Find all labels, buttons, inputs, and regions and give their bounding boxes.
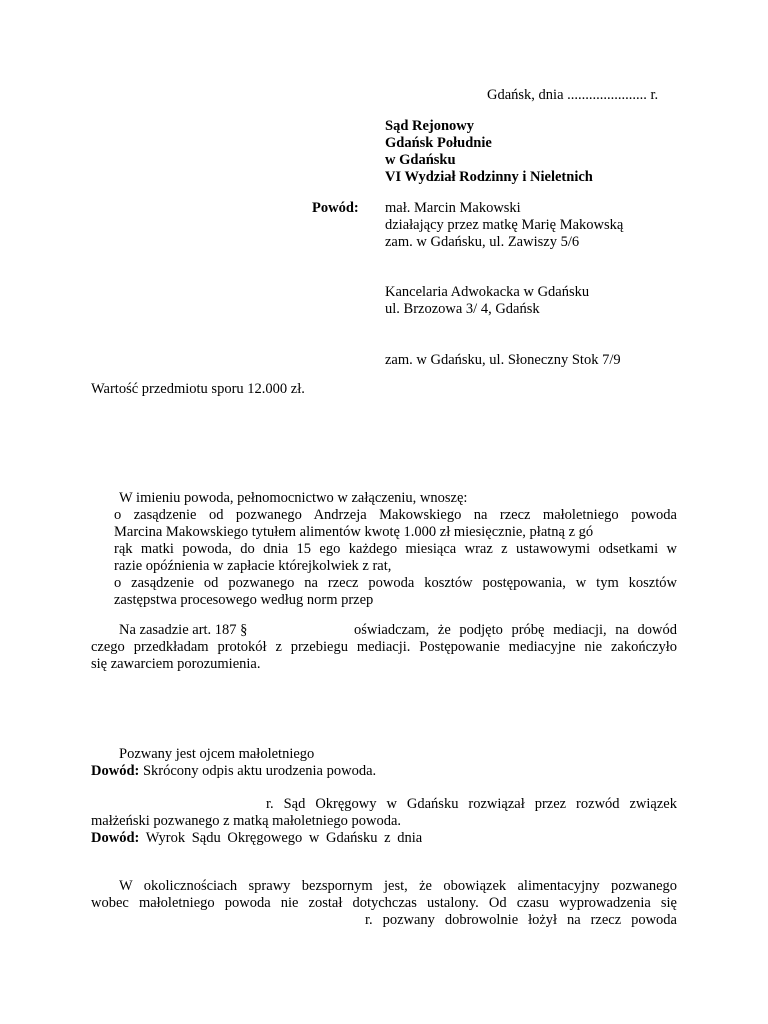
plaintiff-line: zam. w Gdańsku, ul. Zawiszy 5/6	[385, 234, 580, 250]
mediation-line: oświadczam, że podjęto próbę mediacji, na dowód	[354, 622, 677, 638]
proof-label: Dowód:	[91, 830, 140, 846]
proof-text: Skrócony odpis aktu urodzenia powoda.	[142, 763, 377, 779]
father-statement: Pozwany jest ojcem małoletniego	[119, 746, 315, 762]
proof-line	[91, 762, 376, 780]
proof-line	[91, 829, 422, 847]
defendant-address: zam. w Gdańsku, ul. Słoneczny Stok 7/9	[385, 352, 621, 368]
circumstances-line: wobec małoletniego powoda nie został dotychczas ustalony. Od czasu wyprowadzenia się	[91, 895, 677, 911]
law-office-line: ul. Brzozowa 3/ 4, Gdańsk	[385, 301, 540, 317]
divorce-line: r. Sąd Okręgowy w Gdańsku rozwiązał przez rozwód związek	[266, 796, 677, 812]
plaintiff-line: mał. Marcin Makowski	[385, 200, 521, 216]
petition-line: Marcina Makowskiego tytułem alimentów kwotę 1.000 zł miesięcznie, płatną z gó	[114, 524, 594, 540]
proof-label: Dowód:	[91, 763, 140, 779]
circumstances-line: W okolicznościach sprawy bezspornym jest, że obowiązek alimentacyjny pozwanego	[119, 878, 677, 894]
court-line: Sąd Rejonowy	[385, 118, 475, 134]
mediation-line: się zawarciem porozumienia.	[91, 656, 261, 672]
law-office-line: Kancelaria Adwokacka w Gdańsku	[385, 284, 590, 300]
place-date: Gdańsk, dnia ...................... r.	[487, 87, 659, 103]
petition-line: razie opóźnienia w zapłacie którejkolwiek z rat,	[114, 558, 392, 574]
divorce-line: małżeński pozwanego z matką małoletniego powoda.	[91, 813, 402, 829]
petition-line: zastępstwa procesowego według norm przep	[114, 592, 374, 608]
petition-line: o zasądzenie od pozwanego Andrzeja Makowskiego na rzecz małoletniego powoda	[114, 507, 677, 523]
court-line: Gdańsk Południe	[385, 135, 492, 151]
plaintiff-label: Powód:	[312, 200, 359, 216]
petition-line: rąk matki powoda, do dnia 15 ego każdego miesiąca wraz z ustawowymi odsetkami w	[114, 541, 677, 557]
petition-line: o zasądzenie od pozwanego na rzecz powoda kosztów postępowania, w tym kosztów	[114, 575, 677, 591]
court-line: w Gdańsku	[385, 152, 456, 168]
circumstances-line: r. pozwany dobrowolnie łożył na rzecz powoda	[365, 912, 677, 928]
mediation-line: Na zasadzie art. 187 §	[119, 622, 248, 638]
proof-text: Wyrok Sądu Okręgowego w Gdańsku z dnia	[145, 830, 423, 846]
dispute-value: Wartość przedmiotu sporu 12.000 zł.	[91, 381, 305, 397]
mediation-line: czego przedkładam protokół z przebiegu mediacji. Postępowanie mediacyjne nie zakończyło	[91, 639, 677, 655]
court-line: VI Wydział Rodzinny i Nieletnich	[385, 169, 593, 185]
petition-intro: W imieniu powoda, pełnomocnictwo w załączeniu, wnoszę:	[119, 490, 468, 506]
plaintiff-line: działający przez matkę Marię Makowską	[385, 217, 624, 233]
